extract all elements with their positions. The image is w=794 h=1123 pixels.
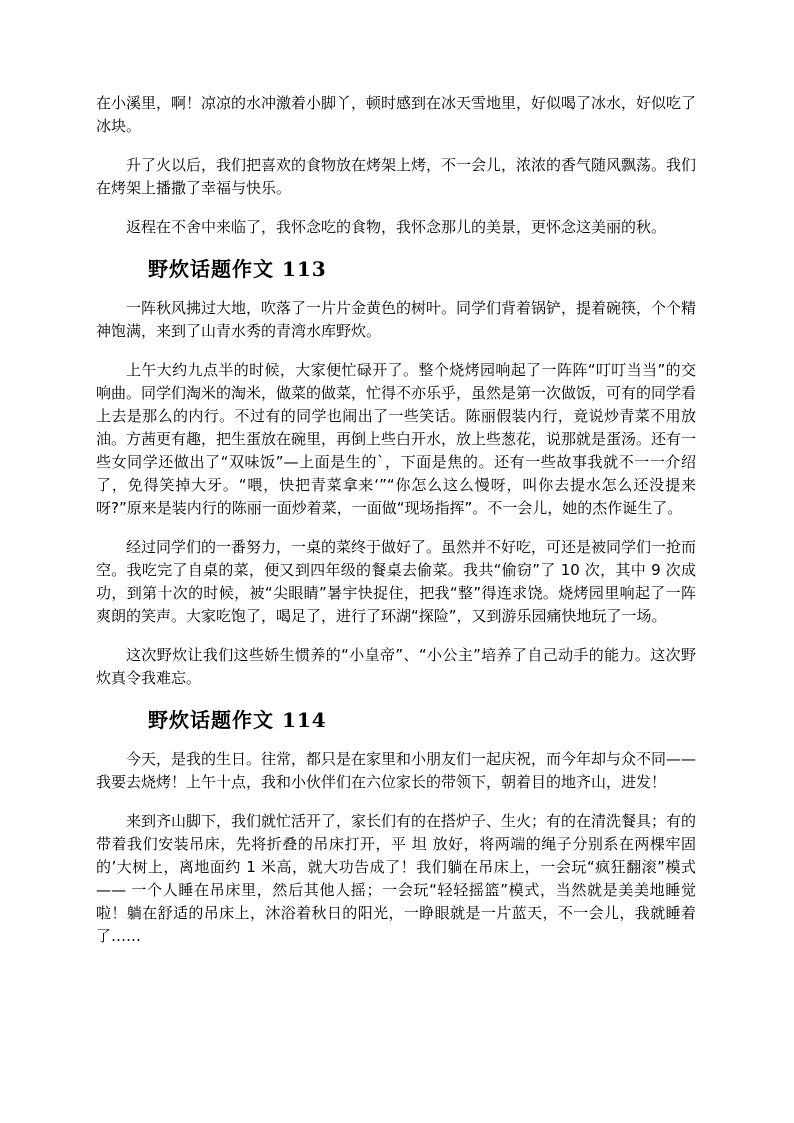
paragraph: 一阵秋风拂过大地，吹落了一片片金黄色的树叶。同学们背着锅铲，提着碗筷，个个精神饱满，来到了山青水秀的青湾水库野炊。: [96, 299, 697, 340]
document-page: [96, 92, 696, 964]
paragraph: 上午大约九点半的时候，大家便忙碌开了。整个烧烤园响起了一阵阵“叮叮当当”的交响曲。同学们淘米的淘米，做菜的做菜，忙得不亦乐乎，虽然是第一次做饭，可有的同学看上去是那么的内行。不过有的同学也闹出了一些笑话。陈丽假装内行，竟说炒青菜不用放油。方茜更有趣，把生蛋放在碗里，再倒上些白开水，放上些葱花，说那就是蛋汤。还有一些女同学还做出了“双味饭”—上面是生的`，下面是焦的。还有一些故事我就不一一介绍了，免得笑掉大牙。“喂，快把青菜拿来‘”“你怎么这么慢呀，叫你去提水怎么还没提来呀?”原来是装内行的陈丽一面炒着菜，一面做“现场指挥”。不一会儿，她的杰作诞生了。: [96, 361, 697, 517]
paragraph: 这次野炊让我们这些娇生惯养的“小皇帝”、“小公主”培养了自己动手的能力。这次野炊真令我难忘。: [96, 646, 696, 687]
essay-113-title: 野炊话题作文 113: [148, 257, 327, 281]
essay-114-title: 野炊话题作文 114: [148, 708, 327, 732]
paragraph: 返程在不舍中来临了，我怀念吃的食物，我怀念那儿的美景，更怀念这美丽的秋。: [126, 218, 667, 236]
paragraph: 经过同学们的一番努力，一桌的菜终于做好了。虽然并不好吃，可还是被同学们一抢而空。我吃完了自桌的菜，便又到四年级的餐桌去偷菜。我共“偷窃”了 10 次，其中 9 次成功，到第十次的时候，被“尖眼睛”暑宇快捉住，把我“整”得连求饶。烧烤园里响起了一阵爽朗的笑声。大家吃饱了，喝足了，进行了环湖“探险”，又到游乐园痛快地玩了一场。: [96, 538, 697, 625]
paragraph: 升了火以后，我们把喜欢的食物放在烤架上烤，不一会儿，浓浓的香气随风飘荡。我们在烤架上播撒了幸福与快乐。: [96, 156, 697, 197]
paragraph: 在小溪里，啊！凉凉的水冲激着小脚丫，顿时感到在冰天雪地里，好似喝了冰水，好似吃了冰块。: [96, 94, 697, 135]
paragraph: 今天，是我的生日。往常，都只是在家里和小朋友们一起庆祝，而今年却与众不同——我要去烧烤！上午十点，我和小伙伴们在六位家长的带领下，朝着目的地齐山，进发！: [96, 750, 697, 791]
paragraph: 来到齐山脚下，我们就忙活开了，家长们有的在搭炉子、生火；有的在清洗餐具；有的带着我们安装吊床，先将折叠的吊床打开，平 坦 放好，将两端的绳子分别系在两棵牢固的’大树上，离地面约 1 米高，就大功告成了！我们躺在吊床上，一会玩“疯狂翻滚”模式—— 一个人睡在吊床里，然后其他人摇；一会玩“轻轻摇篮”模式，当然就是美美地睡觉啦！躺在舒适的吊床上，沐浴着秋日的阳光，一睁眼就是一片蓝天，不一会儿，我就睡着了……: [96, 812, 697, 945]
